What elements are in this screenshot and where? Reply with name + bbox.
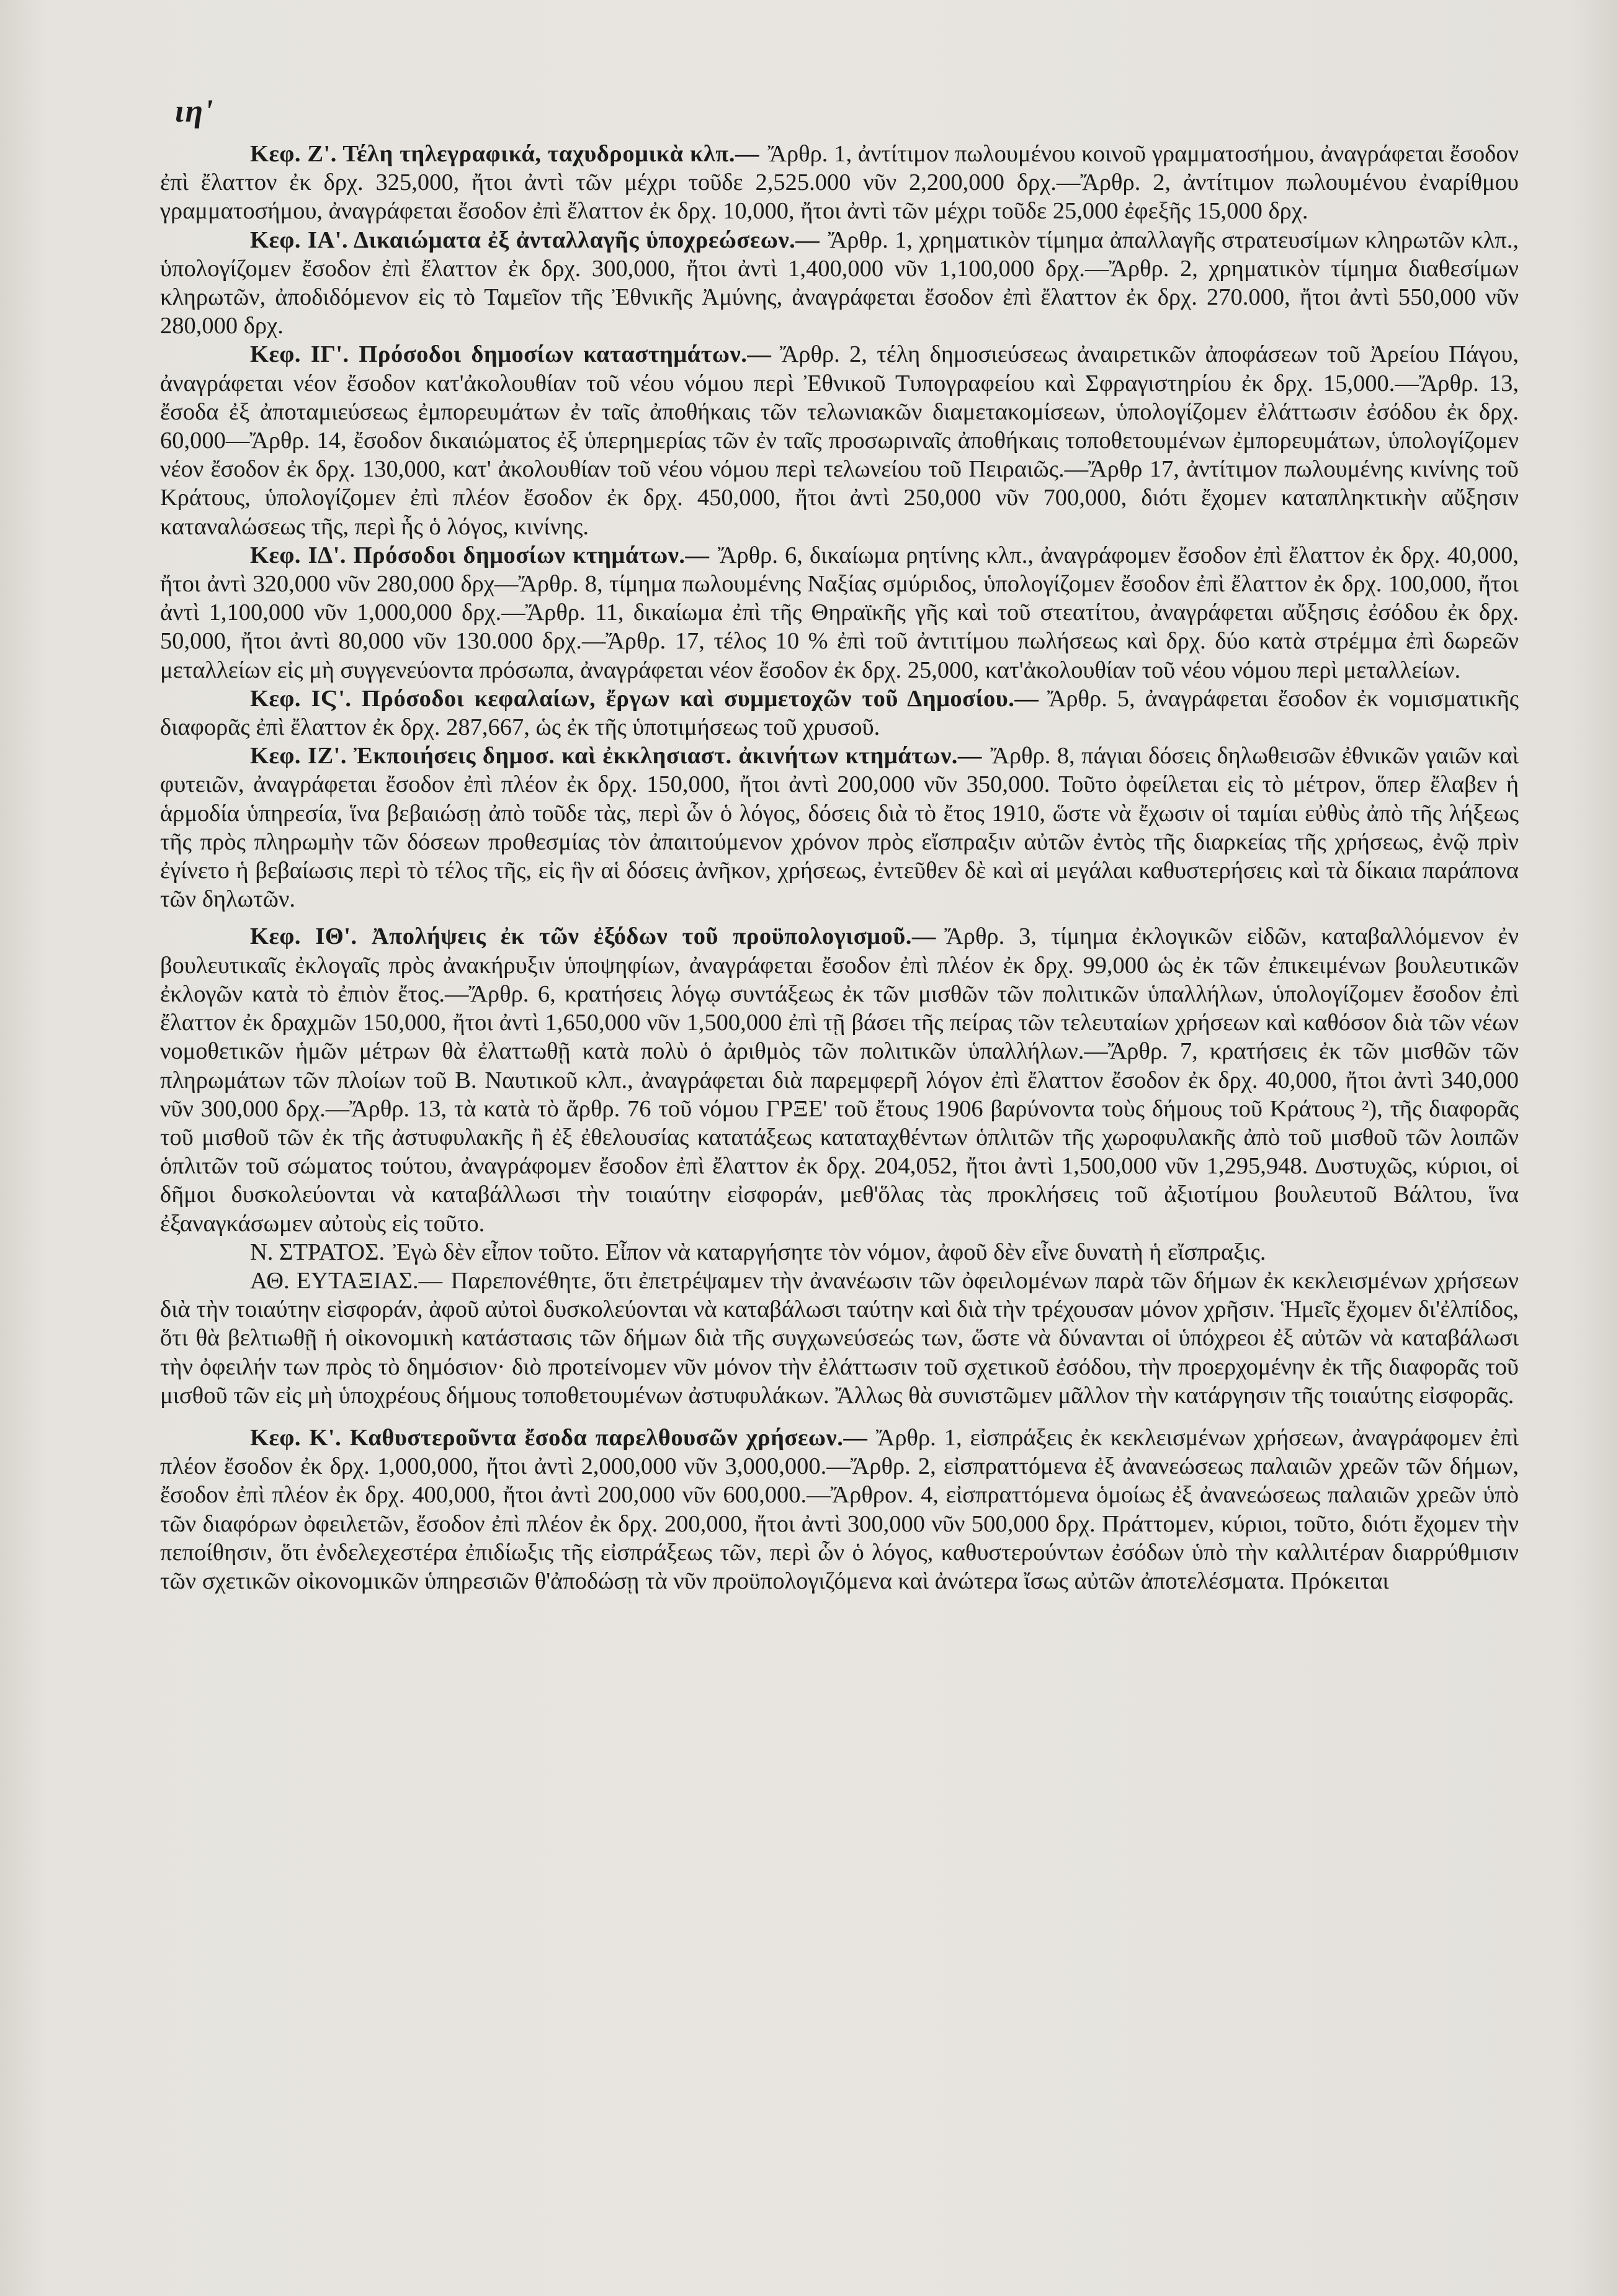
paragraph-stratos	[160, 1238, 1519, 1267]
paragraph-kef-id	[160, 541, 1519, 684]
chapter-heading: Κεφ. ΙΑ'. Δικαιώματα ἐξ ἀνταλλαγῆς ὑποχρεώσεων.—	[250, 226, 820, 253]
paragraph-eftaxias	[160, 1267, 1519, 1410]
paragraph-text: Ἄρθρ. 8, πάγιαι δόσεις δηλωθεισῶν ἐθνικῶν γαιῶν καὶ φυτειῶν, ἀναγράφεται ἔσοδον ἐπὶ πλέον ἐκ δρχ. 150,000, ἤτοι ἀντὶ 200,000 νῦν 350,000. Τοῦτο ὀφείλεται εἰς τὸ μέτρον, ὅπερ ἔλαβεν ἡ ἁρμοδία ὑπηρεσία, ἵνα βεβαιώσῃ ἀπὸ τοῦδε τὰς, περὶ ὧν ὁ λόγος, δόσεις διὰ τὸ ἔτος 1910, ὥστε νὰ ἔχωσιν οἱ ταμίαι εὐθὺς ἀπὸ τῆς λήξεως τῆς πρὸς πληρωμὴν τῶν δόσεων προθεσμίας τὸν ἀπαιτούμενον χρόνον πρὸς εἴσπραξιν αὐτῶν ἐντὸς τῆς διαρκείας τῆς χρήσεως, ἐνῷ πρὶν ἐγίνετο ἡ βεβαίωσις περὶ τὸ τέλος τῆς, εἰς ἣν αἱ δόσεις ἀνῆκον, χρήσεως, ἐντεῦθεν δὲ καὶ αἱ μεγάλαι καθυστερήσεις καὶ τὰ δίκαια παράπονα τῶν δηλωτῶν.	[160, 743, 1519, 913]
speaker-name: Ν. ΣΤΡΑΤΟΣ.	[250, 1239, 385, 1265]
paragraph-text: Ἄρθρ. 1, ἀντίτιμον πωλουμένου κοινοῦ γραμματοσήμου, ἀναγράφεται ἔσοδον ἐπὶ ἔλαττον ἐκ δρχ. 325,000, ἤτοι ἀντὶ τῶν μέχρι τοῦδε 2,525.000 νῦν 2,200,000 δρχ.—Ἄρθρ. 2, ἀντίτιμον πωλουμένου ἐναρίθμου γραμματοσήμου, ἀναγράφεται ἔσοδον ἐπὶ ἔλαττον ἐκ δρχ. 10,000, ἤτοι ἀντὶ τῶν μέχρι τοῦδε 25,000 ἐφεξῆς 15,000 δρχ.	[160, 141, 1519, 225]
paragraph-text: Ἄρθρ. 5, ἀναγράφεται ἔσοδον ἐκ νομισματικῆς διαφορᾶς ἐπὶ ἔλαττον ἐκ δρχ. 287,667, ὡς ἐκ τῆς ὑποτιμήσεως τοῦ χρυσοῦ.	[160, 685, 1519, 741]
paragraph-kef-k	[160, 1424, 1519, 1595]
chapter-heading: Κεφ. Κ'. Καθυστεροῦντα ἔσοδα παρελθουσῶν χρήσεων.—	[250, 1424, 868, 1451]
paragraph-kef-z	[160, 140, 1519, 226]
chapter-heading: Κεφ. Ζ'. Τέλη τηλεγραφικά, ταχυδρομικὰ κλπ.—	[250, 141, 760, 167]
paragraph-kef-ia	[160, 226, 1519, 341]
paragraph-text: Ἄρθρ. 6, δικαίωμα ρητίνης κλπ., ἀναγράφομεν ἔσοδον ἐπὶ ἔλαττον ἐκ δρχ. 40,000, ἤτοι ἀντὶ 320,000 νῦν 280,000 δρχ—Ἄρθρ. 8, τίμημα πωλουμένης Ναξίας σμύριδος, ὑπολογίζομεν ἔσοδον ἐπὶ ἔλαττον ἐκ δρχ. 100,000, ἤτοι ἀντὶ 1,100,000 νῦν 1,000,000 δρχ.—Ἄρθρ. 11, δικαίωμα ἐπὶ τῆς Θηραϊκῆς γῆς καὶ τοῦ στεατίτου, ἀναγράφεται αὔξησις ἐσόδου ἐκ δρχ. 50,000, ἤτοι ἀντὶ 80,000 νῦν 130.000 δρχ.—Ἄρθρ. 17, τέλος 10 % ἐπὶ τοῦ ἀντιτίμου πωλήσεως καὶ δρχ. δύο κατὰ στρέμμα ἐπὶ δωρεῶν μεταλλείων εἰς μὴ συγγενεύοντα πρόσωπα, ἀναγράφεται νέον ἔσοδον ἐκ δρχ. 25,000, κατ'ἀκολουθίαν τοῦ νέου νόμου περὶ μεταλλείων.	[160, 542, 1519, 683]
chapter-heading: Κεφ. ΙΘ'. Ἀπολήψεις ἐκ τῶν ἐξόδων τοῦ προϋπολογισμοῦ.—	[250, 923, 936, 950]
chapter-heading: Κεφ. ΙΔ'. Πρόσοδοι δημοσίων κτημάτων.—	[250, 542, 710, 568]
paragraph-text: Ἄρθρ. 1, εἰσπράξεις ἐκ κεκλεισμένων χρήσεων, ἀναγράφομεν ἐπὶ πλέον ἔσοδον ἐκ δρχ. 1,000,000, ἤτοι ἀντὶ 2,000,000 νῦν 3,000,000.—Ἄρθρ. 2, εἰσπραττόμενα ἐξ ἀνανεώσεως παλαιῶν χρεῶν τῶν δήμων, ἔσοδον ἐπὶ πλέον ἐκ δρχ. 400,000, ἤτοι ἀντὶ 200,000 νῦν 600,000.—Ἄρθρον. 4, εἰσπραττόμενα ὁμοίως ἐξ ἀνανεώσεως παλαιῶν χρεῶν ὑπὸ τῶν διαφόρων ὀφειλετῶν, ἔσοδον ἐπὶ πλέον ἐκ δρχ. 200,000, ἤτοι ἀντὶ 300,000 νῦν 500,000 δρχ. Πράττομεν, κύριοι, τοῦτο, διότι ἔχομεν τὴν πεποίθησιν, ὅτι ἐνδελεχεστέρα ἐπιδίωξις τῆς εἰσπράξεως τῶν, περὶ ὧν ὁ λόγος, καθυστερούντων ἐσόδων ὑπὸ τὴν καλλιτέραν διαρρύθμισιν τῶν σχετικῶν οἰκονομικῶν ὑπηρεσιῶν θ'ἀποδώσῃ τὰ νῦν προϋπολογιζόμενα καὶ ἀνώτερα ἴσως αὐτῶν ἀποτελέσματα. Πρόκειται	[160, 1424, 1519, 1594]
paragraph-kef-ig	[160, 340, 1519, 540]
paragraph-text: Παρεπονέθητε, ὅτι ἐπετρέψαμεν τὴν ἀνανέωσιν τῶν ὀφειλομένων παρὰ τῶν δήμων ἐκ κεκλεισμένων χρήσεων διὰ τὴν τοιαύτην εἰσφοράν, ἀφοῦ αὐτοὶ δυσκολεύονται νὰ καταβάλωσι ταύτην καὶ διὰ τὴν τρέχουσαν μόνον χρῆσιν. Ἡμεῖς ἔχομεν δι'ἐλπίδος, ὅτι θὰ βελτιωθῇ ἡ οἰκονομικὴ κατάστασις τῶν δήμων διὰ τῆς συγχωνεύσεώς των, ὥστε νὰ δύνανται οἱ ὑπόχρεοι ἐξ αὐτῶν νὰ καταβάλωσι τὴν ὀφειλήν των πρὸς τὸ δημόσιον· διὸ προτείνομεν νῦν μόνον τὴν ἐλάττωσιν τοῦ σχετικοῦ ἐσόδου, τὴν προερχομένην ἐκ τῆς διαφορᾶς τοῦ μισθοῦ τῶν εἰς μὴ ὑποχρέους δήμους τοποθετουμένων ἀστυφυλάκων. Ἄλλως θὰ συνιστῶμεν μᾶλλον τὴν κατάργησιν τῆς τοιαύτης εἰσφορᾶς.	[160, 1267, 1519, 1409]
paragraph-text: Ἄρθρ. 3, τίμημα ἐκλογικῶν εἰδῶν, καταβαλλόμενον ἐν βουλευτικαῖς ἐκλογαῖς πρὸς ἀνακήρυξιν ὑποψηφίων, ἀναγράφεται ἔσοδον ἐπὶ πλέον ἐκ δρχ. 99,000 ὡς ἐκ τῶν ἐπικειμένων βουλευτικῶν ἐκλογῶν κατὰ τὸ ἐπιὸν ἔτος.—Ἄρθρ. 6, κρατήσεις λόγῳ συντάξεως ἐκ τῶν μισθῶν τῶν πολιτικῶν ὑπαλλήλων, ὑπολογίζομεν ἔσοδον ἐπὶ ἔλαττον ἐκ δραχμῶν 150,000, ἤτοι ἀντὶ 1,650,000 νῦν 1,500,000 ἐπὶ τῇ βάσει τῆς πείρας τῶν τελευταίων χρήσεων καὶ καθόσον διὰ τῶν νέων νομοθετικῶν ἡμῶν μέτρων θὰ ἐλαττωθῇ κατὰ πολὺ ὁ ἀριθμὸς τῶν πολιτικῶν ὑπαλλήλων.—Ἄρθρ. 7, κρατήσεις ἐκ τῶν μισθῶν τῶν πληρωμάτων τῶν πλοίων τοῦ Β. Ναυτικοῦ κλπ., ἀναγράφεται διὰ παρεμφερῆ λόγον ἐπὶ ἔλαττον ἔσοδον ἐκ δρχ. 40,000, ἤτοι ἀντὶ 340,000 νῦν 300,000 δρχ.—Ἄρθρ. 13, τὰ κατὰ τὸ ἄρθρ. 76 τοῦ νόμου ΓΡΞΕ' τοῦ ἔτους 1906 βαρύνοντα τοὺς δήμους τοῦ Κράτους ²), τῆς διαφορᾶς τοῦ μισθοῦ τῶν ἐκ τῆς ἀστυφυλακῆς ἢ ἐξ ἐθελουσίας κατατάξεως καταταχθέντων ὁπλιτῶν τῆς χωροφυλακῆς ἀπὸ τοῦ μισθοῦ τῶν λοιπῶν ὁπλιτῶν τοῦ σώματος τούτου, ἀναγράφομεν ἔσοδον ἐπὶ ἔλαττον ἐκ δρχ. 204,052, ἤτοι ἀντὶ 1,500,000 νῦν 1,295,948. Δυστυχῶς, κύριοι, οἱ δῆμοι δυσκολεύονται νὰ καταβάλλωσι τὴν τοιαύτην εἰσφοράν, μεθ'ὅλας τὰς προκλήσεις τοῦ ἀξιοτίμου βουλευτοῦ Βάλτου, ἵνα ἐξαναγκάσωμεν αὐτοὺς εἰς τοῦτο.	[160, 923, 1519, 1237]
speaker-name: ΑΘ. ΕΥΤΑΞΙΑΣ.—	[250, 1267, 443, 1294]
paragraph-text: Ἐγὼ δὲν εἶπον τοῦτο. Εἶπον νὰ καταργήσητε τὸν νόμον, ἀφοῦ δὲν εἶνε δυνατὴ ἡ εἴσπραξις.	[393, 1239, 1266, 1265]
document-body	[160, 140, 1519, 1595]
paragraph-kef-ith	[160, 922, 1519, 1237]
page-number: ιη'	[175, 94, 215, 129]
paragraph-kef-iz	[160, 742, 1519, 913]
paragraph-text: Ἄρθρ. 2, τέλη δημοσιεύσεως ἀναιρετικῶν ἀποφάσεων τοῦ Ἀρείου Πάγου, ἀναγράφεται νέον ἔσοδον κατ'ἀκολουθίαν τοῦ νέου νόμου περὶ Ἐθνικοῦ Τυπογραφείου καὶ Σφραγιστηρίου ἐκ δρχ. 15,000.—Ἄρθρ. 13, ἔσοδα ἐξ ἀποταμιεύσεως ἐμπορευμάτων ἐν ταῖς ἀποθήκαις τῶν τελωνιακῶν διαμετακομίσεων, ὑπολογίζομεν ἐλάττωσιν ἐσόδου ἐκ δρχ. 60,000—Ἄρθρ. 14, ἔσοδον δικαιώματος ἐξ ὑπερημερίας τῶν ἐν ταῖς προσωριναῖς ἀποθήκαις τοποθετουμένων ἐμπορευμάτων, ὑπολογίζομεν νέον ἔσοδον ἐκ δρχ. 130,000, κατ' ἀκολουθίαν τοῦ νέου νόμου περὶ τελωνείου τοῦ Πειραιῶς.—Ἄρθρ 17, ἀντίτιμον πωλουμένης κινίνης τοῦ Κράτους, ὑπολογίζομεν ἐπὶ πλέον ἔσοδον ἐκ δρχ. 450,000, ἤτοι ἀντὶ 250,000 νῦν 700,000, διότι ἔχομεν καταπληκτικὴν αὔξησιν καταναλώσεως τῆς, περὶ ἧς ὁ λόγος, κινίνης.	[160, 341, 1519, 540]
chapter-heading: Κεφ. ΙΖ'. Ἐκποιήσεις δημοσ. καὶ ἐκκλησιαστ. ἀκινήτων κτημάτων.—	[250, 743, 982, 769]
paragraph-text: Ἄρθρ. 1, χρηματικὸν τίμημα ἀπαλλαγῆς στρατευσίμων κληρωτῶν κλπ., ὑπολογίζομεν ἔσοδον ἐπὶ ἔλαττον ἐκ δρχ. 300,000, ἤτοι ἀντὶ 1,400,000 νῦν 1,100,000 δρχ.—Ἄρθρ. 2, χρηματικὸν τίμημα διαθεσίμων κληρωτῶν, ἀποδιδόμενον εἰς τὸ Ταμεῖον τῆς Ἐθνικῆς Ἀμύνης, ἀναγράφεται ἔσοδον ἐπὶ ἔλαττον ἐκ δρχ. 270.000, ἤτοι ἀντὶ 550,000 νῦν 280,000 δρχ.	[160, 226, 1519, 339]
chapter-heading: Κεφ. ΙΓ'. Πρόσοδοι δημοσίων καταστημάτων.—	[250, 341, 772, 368]
chapter-heading: Κεφ. ΙϚ'. Πρόσοδοι κεφαλαίων, ἔργων καὶ συμμετοχῶν τοῦ Δημοσίου.—	[250, 685, 1039, 712]
paragraph-kef-is	[160, 684, 1519, 742]
